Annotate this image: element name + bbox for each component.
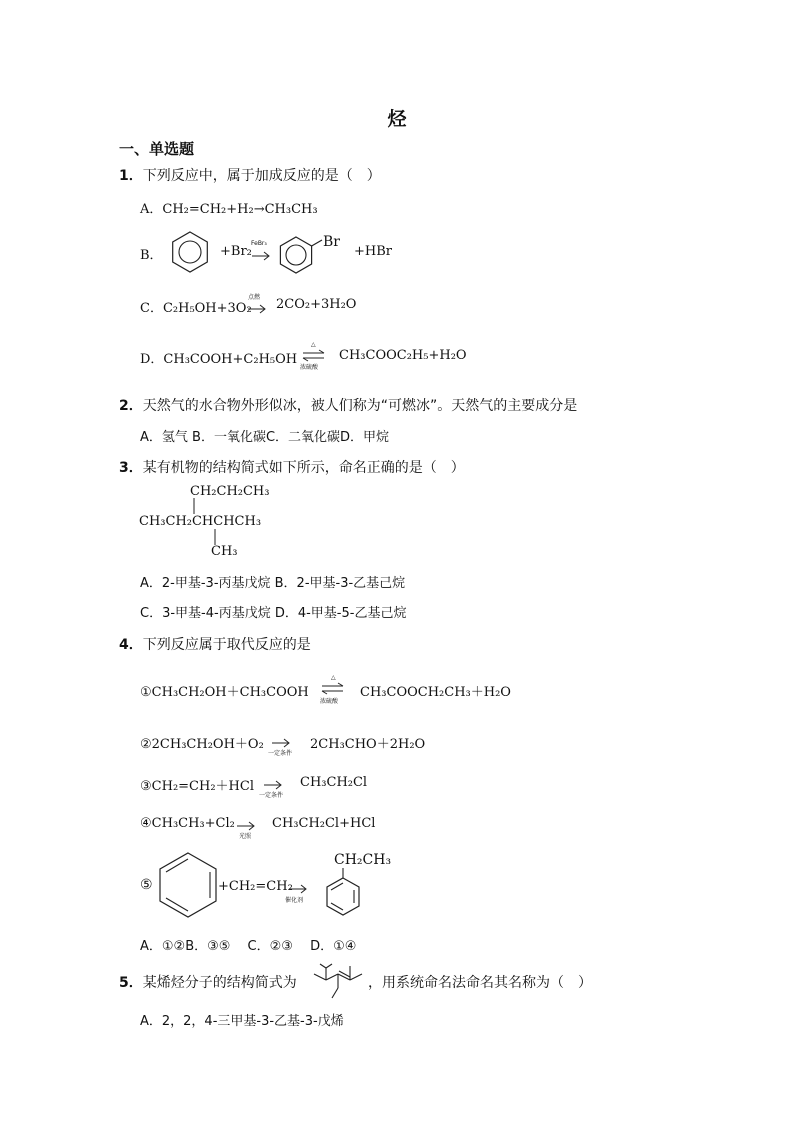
q4-r4-cond: 光照 [239, 833, 252, 840]
q1-d-right: CH₃COOC₂H₅+H₂O [339, 348, 467, 363]
reversible-arrow [302, 350, 326, 362]
q1-b-catalyst: FeBr₃ [251, 240, 267, 247]
question-2 [119, 395, 577, 415]
reaction-arrow [247, 304, 267, 314]
q4-r1-right: CH₃COOCH₂CH₃＋H₂O [360, 685, 511, 700]
structure-bottom-group: CH₃ [211, 544, 238, 559]
reaction-arrow [251, 251, 271, 261]
ethyl-group-label: CH₂CH₃ [334, 852, 392, 868]
q4-reaction-1-left: ①CH₃CH₂OH＋CH₃COOH [140, 685, 309, 700]
q4-r5-cond: 催化剂 [285, 897, 304, 904]
question-stem: 下列反应属于取代反应的是 [142, 637, 311, 653]
question-5-stem-a [119, 972, 297, 992]
page-title: 烃 [387, 108, 407, 130]
reaction-arrow [236, 821, 256, 831]
q1-b-product: +HBr [354, 244, 392, 259]
q5-option-a: A．2，2，4-三甲基-3-乙基-3-戊烯 [140, 1014, 344, 1029]
question-stem: 某有机物的结构简式如下所示，命名正确的是（ ） [142, 460, 465, 476]
bromo-label: Br [323, 234, 340, 250]
question-number: 2． [119, 398, 143, 414]
reversible-arrow [321, 683, 345, 695]
q4-reaction-5-num: ⑤ [140, 877, 153, 893]
q4-r5-reagent: +CH₂=CH₂ [218, 879, 293, 894]
q1-option-a: A．CH₂=CH₂+H₂→CH₃CH₃ [140, 202, 318, 217]
q1-option-c-left: C．C₂H₅OH+3O₂ [140, 301, 252, 316]
q1-option-d-left: D．CH₃COOH+C₂H₅OH [140, 352, 298, 367]
q1-c-right: 2CO₂+3H₂O [276, 297, 357, 312]
question-number: 5． [119, 975, 143, 991]
q4-r1-cond-bottom: 浓硫酸 [320, 698, 339, 705]
q4-r2-cond: 一定条件 [268, 750, 293, 757]
q4-r1-cond-top: △ [331, 674, 336, 681]
reaction-arrow [288, 884, 308, 894]
q1-c-condition: 点燃 [248, 294, 261, 301]
question-3 [119, 457, 465, 477]
q3-options-ab: A．2-甲基-3-丙基戊烷 B．2-甲基-3-乙基己烷 [140, 576, 406, 591]
q3-options-cd: C．3-甲基-4-丙基戊烷 D．4-甲基-5-乙基己烷 [140, 606, 407, 621]
question-stem: 某烯烃分子的结构简式为 [142, 975, 297, 991]
question-1 [119, 165, 381, 185]
question-stem: 下列反应中，属于加成反应的是（ ） [142, 168, 381, 184]
q1-d-cond-top: △ [311, 341, 316, 348]
question-4 [119, 634, 311, 654]
question-number: 1． [119, 168, 143, 184]
section-heading: 一、单选题 [119, 140, 195, 158]
q4-options: A．①②B．③⑤ C．②③ D．①④ [140, 939, 357, 954]
q4-r3-right: CH₃CH₂Cl [300, 775, 368, 790]
alkene-skeletal-structure [312, 958, 364, 1002]
question-stem: 天然气的水合物外形似冰，被人们称为“可燃冰”。天然气的主要成分是 [142, 398, 578, 414]
q1-option-b-label: B． [140, 248, 163, 263]
q4-r2-right: 2CH₃CHO＋2H₂O [310, 737, 426, 752]
q2-options: A．氢气 B．一氧化碳C．二氧化碳D．甲烷 [140, 430, 390, 445]
question-5-stem-b: ，用系统命名法命名其名称为（ ） [368, 975, 592, 991]
q4-reaction-2-left: ②2CH₃CH₂OH＋O₂ [140, 737, 264, 752]
reaction-arrow [271, 738, 291, 748]
q4-reaction-3-left: ③CH₂=CH₂＋HCl [140, 779, 254, 794]
ethylbenzene-diagram [323, 868, 363, 924]
q4-reaction-4-left: ④CH₃CH₃+Cl₂ [140, 816, 235, 831]
structure-top-group: CH₂CH₂CH₃ [190, 484, 270, 499]
bromobenzene-diagram [276, 234, 356, 274]
q4-r4-right: CH₃CH₂Cl+HCl [272, 816, 376, 831]
reaction-arrow [263, 780, 283, 790]
structure-main-chain: CH₃CH₂CHCHCH₃ [139, 514, 262, 529]
q1-d-cond-bottom: 浓硫酸 [300, 364, 319, 371]
q4-r3-cond: 一定条件 [259, 792, 284, 799]
question-number: 4． [119, 637, 143, 653]
benzene-ring-diagram [158, 851, 218, 919]
q1-b-reagent: +Br₂ [220, 244, 252, 259]
benzene-ring-diagram [168, 230, 212, 274]
question-number: 3． [119, 460, 143, 476]
